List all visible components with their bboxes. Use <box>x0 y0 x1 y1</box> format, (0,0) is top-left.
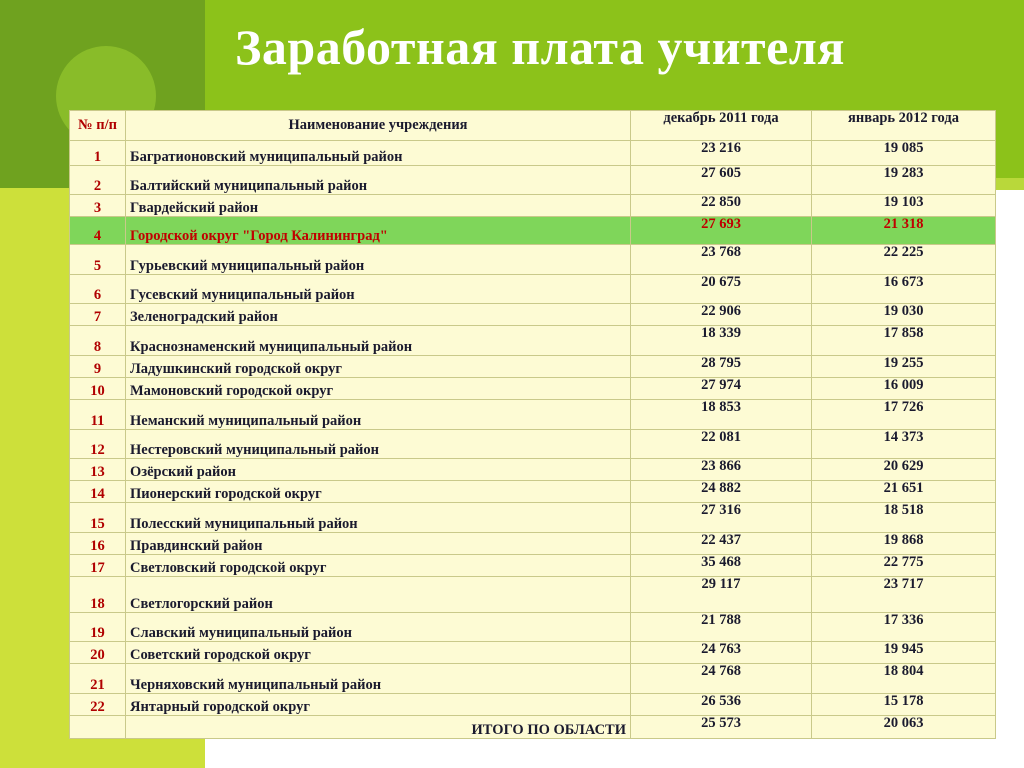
table-row <box>70 217 996 245</box>
row-num: 5 <box>70 245 126 275</box>
row-num: 19 <box>70 613 126 642</box>
table-row <box>70 356 996 378</box>
row-january: 16 009 <box>812 378 996 400</box>
row-december: 28 795 <box>631 356 812 378</box>
row-num: 10 <box>70 378 126 400</box>
row-january: 19 283 <box>812 166 996 195</box>
table-row <box>70 430 996 459</box>
row-january: 22 225 <box>812 245 996 275</box>
total-row <box>70 716 996 739</box>
row-name: Правдинский район <box>126 533 631 555</box>
row-name: Зеленоградский район <box>126 304 631 326</box>
row-january: 20 629 <box>812 459 996 481</box>
row-num: 6 <box>70 275 126 304</box>
table-row <box>70 694 996 716</box>
table-row <box>70 378 996 400</box>
row-january: 19 255 <box>812 356 996 378</box>
table-body <box>70 141 996 716</box>
row-name: Мамоновский городской округ <box>126 378 631 400</box>
row-num: 22 <box>70 694 126 716</box>
row-january: 17 858 <box>812 326 996 356</box>
table-row <box>70 304 996 326</box>
row-num: 8 <box>70 326 126 356</box>
row-december: 27 693 <box>631 217 812 245</box>
row-december: 18 853 <box>631 400 812 430</box>
row-january: 15 178 <box>812 694 996 716</box>
row-december: 24 882 <box>631 481 812 503</box>
row-name: Пионерский городской округ <box>126 481 631 503</box>
row-name: Гурьевский муниципальный район <box>126 245 631 275</box>
row-january: 17 726 <box>812 400 996 430</box>
row-num: 20 <box>70 642 126 664</box>
table-row <box>70 533 996 555</box>
table-row <box>70 503 996 533</box>
row-name: Ладушкинский городской округ <box>126 356 631 378</box>
row-december: 24 768 <box>631 664 812 694</box>
row-num: 3 <box>70 195 126 217</box>
table-row <box>70 481 996 503</box>
row-name: Неманский муниципальный район <box>126 400 631 430</box>
row-name: Гусевский муниципальный район <box>126 275 631 304</box>
row-num: 12 <box>70 430 126 459</box>
salary-table <box>69 110 996 739</box>
row-december: 24 763 <box>631 642 812 664</box>
table-row <box>70 577 996 613</box>
row-january: 19 030 <box>812 304 996 326</box>
row-december: 23 866 <box>631 459 812 481</box>
header-january: январь 2012 года <box>812 111 996 141</box>
row-december: 22 906 <box>631 304 812 326</box>
row-num: 17 <box>70 555 126 577</box>
row-january: 18 518 <box>812 503 996 533</box>
row-name: Славский муниципальный район <box>126 613 631 642</box>
row-num: 2 <box>70 166 126 195</box>
table-row <box>70 613 996 642</box>
row-january: 19 085 <box>812 141 996 166</box>
row-january: 17 336 <box>812 613 996 642</box>
row-name: Полесский муниципальный район <box>126 503 631 533</box>
row-num: 21 <box>70 664 126 694</box>
row-num: 13 <box>70 459 126 481</box>
row-december: 22 437 <box>631 533 812 555</box>
row-name: Янтарный городской округ <box>126 694 631 716</box>
row-december: 27 605 <box>631 166 812 195</box>
row-december: 22 850 <box>631 195 812 217</box>
row-january: 14 373 <box>812 430 996 459</box>
row-december: 27 974 <box>631 378 812 400</box>
table-row <box>70 245 996 275</box>
row-num: 16 <box>70 533 126 555</box>
table-row <box>70 275 996 304</box>
row-january: 23 717 <box>812 577 996 613</box>
header-name: Наименование учреждения <box>126 111 631 141</box>
row-num: 7 <box>70 304 126 326</box>
slide-title: Заработная плата учителя <box>235 19 845 75</box>
row-num: 15 <box>70 503 126 533</box>
row-name: Балтийский муниципальный район <box>126 166 631 195</box>
row-num: 1 <box>70 141 126 166</box>
row-december: 23 216 <box>631 141 812 166</box>
row-january: 19 868 <box>812 533 996 555</box>
row-name: Городской округ "Город Калининград" <box>126 217 631 245</box>
row-num: 14 <box>70 481 126 503</box>
row-december: 22 081 <box>631 430 812 459</box>
row-num: 9 <box>70 356 126 378</box>
row-december: 27 316 <box>631 503 812 533</box>
table-row <box>70 400 996 430</box>
row-january: 22 775 <box>812 555 996 577</box>
header-num: № п/п <box>70 111 126 141</box>
row-january: 21 318 <box>812 217 996 245</box>
row-num: 11 <box>70 400 126 430</box>
row-name: Черняховский муниципальный район <box>126 664 631 694</box>
table-header-row <box>70 111 996 141</box>
row-name: Светловский городской округ <box>126 555 631 577</box>
table-row <box>70 141 996 166</box>
total-december: 25 573 <box>631 716 812 739</box>
row-num: 4 <box>70 217 126 245</box>
row-name: Светлогорский район <box>126 577 631 613</box>
row-january: 16 673 <box>812 275 996 304</box>
row-december: 21 788 <box>631 613 812 642</box>
row-december: 20 675 <box>631 275 812 304</box>
row-name: Багратионовский муниципальный район <box>126 141 631 166</box>
row-december: 23 768 <box>631 245 812 275</box>
row-name: Советский городской округ <box>126 642 631 664</box>
row-name: Нестеровский муниципальный район <box>126 430 631 459</box>
total-january: 20 063 <box>812 716 996 739</box>
row-december: 35 468 <box>631 555 812 577</box>
row-name: Озёрский район <box>126 459 631 481</box>
table-row <box>70 166 996 195</box>
table-row <box>70 642 996 664</box>
row-january: 19 945 <box>812 642 996 664</box>
row-name: Гвардейский район <box>126 195 631 217</box>
header-december: декабрь 2011 года <box>631 111 812 141</box>
row-name: Краснознаменский муниципальный район <box>126 326 631 356</box>
total-label: ИТОГО ПО ОБЛАСТИ <box>126 716 631 739</box>
row-num: 18 <box>70 577 126 613</box>
table-row <box>70 664 996 694</box>
row-january: 19 103 <box>812 195 996 217</box>
total-num-cell <box>70 716 126 739</box>
table-row <box>70 459 996 481</box>
row-december: 26 536 <box>631 694 812 716</box>
row-december: 29 117 <box>631 577 812 613</box>
table-row <box>70 326 996 356</box>
row-january: 21 651 <box>812 481 996 503</box>
row-january: 18 804 <box>812 664 996 694</box>
table-row <box>70 555 996 577</box>
row-december: 18 339 <box>631 326 812 356</box>
table-row <box>70 195 996 217</box>
